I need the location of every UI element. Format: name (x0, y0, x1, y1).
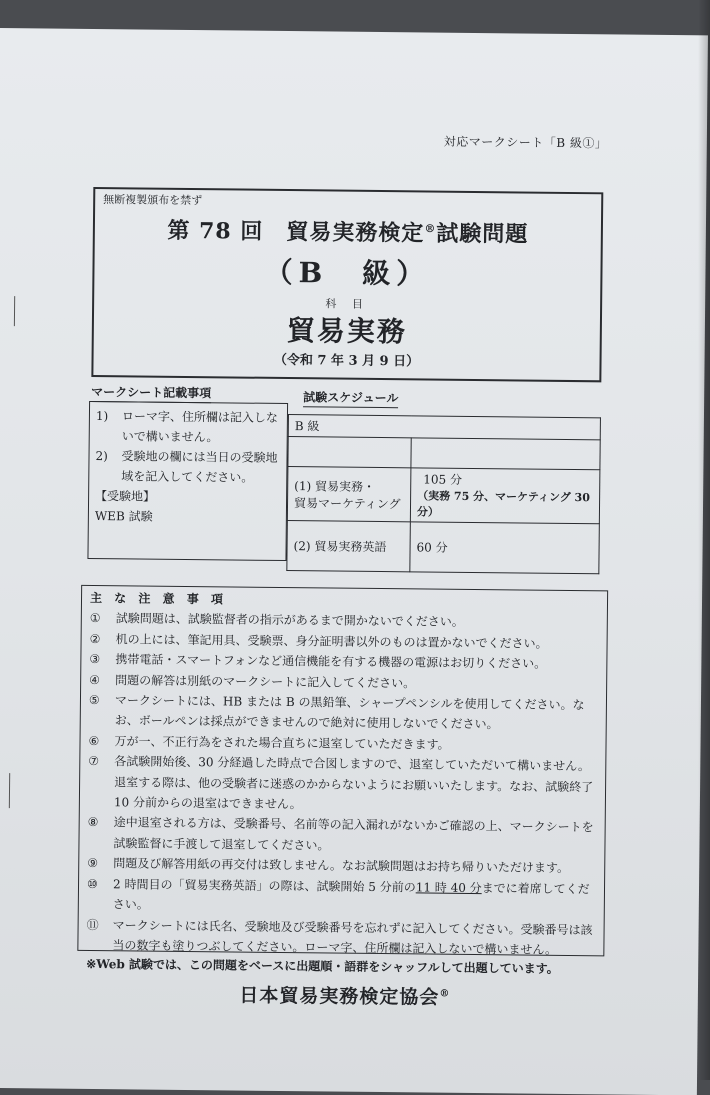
table-row (287, 467, 600, 524)
notes-box (77, 585, 608, 956)
registered-mark: ® (439, 988, 451, 1000)
registered-mark: ® (424, 222, 437, 236)
binder-mark-upper (14, 296, 15, 326)
exam-paper (0, 28, 708, 1095)
seating-time: 11 時 40 分 (415, 880, 482, 895)
list-item: 2) 受験地の欄には当日の受験地域を記入してください。 (95, 449, 278, 485)
venue-label: 【受験地】 (95, 489, 156, 504)
notes-title: 主 な 注 意 事 項 (89, 590, 227, 607)
binder-mark-lower (9, 773, 10, 808)
schedule-time: 60 分 (410, 522, 600, 574)
schedule-time: 105 分 （実務 75 分、マーケティング 30 分） (410, 468, 600, 524)
association-name: 日本貿易実務検定協会® (239, 984, 451, 1009)
title-box (91, 187, 603, 382)
list-item: ⑩ 2 時間目の「貿易実務英語」の際は、試験開始 5 分前の11 時 40 分までに着席してください。 (86, 876, 590, 912)
mark-sheet-instructions (87, 401, 288, 561)
exam-date: （令和 7 年 3 月 9 日） (273, 352, 420, 370)
schedule-subject: (1) 貿易実務・ 貿易マーケティング (287, 467, 411, 522)
page-edge-shadow (698, 0, 710, 1080)
list-item: ⑧ 途中退室される方は、受験番号、名前等の記入漏れがないかご確認の上、マークシートを試験監督に手渡して退室してください。 (87, 815, 594, 853)
list-item: ② 机の上には、筆記用具、受験票、身分証明書以外のものは置かないでください。 (89, 631, 548, 651)
list-item: ⑨ 問題及び解答用紙の再交付は致しません。なお試験問題はお持ち帰りいただけます。 (87, 856, 570, 876)
schedule-table (286, 414, 601, 574)
list-item: ⑤ マークシートには、HB または B の黒鉛筆、シャープペンシルを使用してください。なお、ボールペンは採点ができませんので絶対に使用しないでください。 (88, 693, 585, 732)
subject-name: 貿易実務 (286, 314, 408, 349)
list-item: ⑪ マークシートには氏名、受験地及び受験番号を忘れずに記入してください。受験番号は該当の数字も塗りつぶしてください。ローマ字、住所欄は記入しないで構いません。 (86, 917, 593, 957)
table-row (287, 521, 600, 574)
schedule-level-header: B 級 (288, 415, 600, 440)
web-exam-note: ※Web 試験では、この問題をベースに出題順・語群をシャッフルして出題しています。 (86, 956, 559, 976)
copy-prohibited-notice: 無断複製頒布を禁ず (103, 193, 203, 208)
list-item: ① 試験問題は、試験監督者の指示があるまで開かないでください。 (89, 611, 464, 630)
mark-sheet-reference: 対応マークシート「B 級①」 (443, 134, 608, 151)
mark-sheet-heading: マークシート記載事項 (91, 383, 211, 403)
venue-value: WEB 試験 (94, 509, 153, 524)
subject-label: 科 目 (325, 297, 369, 311)
exam-level: （B 級） (264, 255, 431, 291)
list-item: ⑥ 万が一、不正行為をされた場合直ちに退室していただきます。 (88, 733, 450, 752)
list-item: 1) ローマ字、住所欄は記入しないで構いません。 (95, 409, 279, 445)
exam-title: 第 78 回 貿易実務検定®試験問題 (167, 217, 529, 248)
list-item: ④ 問題の解答は別紙のマークシートに記入してください。 (89, 672, 416, 691)
list-item: ③ 携帯電話・スマートフォンなど通信機能を有する機器の電源はお切りください。 (89, 652, 547, 671)
schedule-subject: (2) 貿易実務英語 (287, 521, 411, 572)
schedule-heading: 試験スケジュール (303, 388, 398, 408)
list-item: ⑦ 各試験開始後、30 分経過した時点で合図しますので、退室していただいて構いません。退室する際は、他の受験者に迷惑のかからないようにお願いいたします。なお、試験終了 10 分前からの退室はできません。 (88, 754, 594, 812)
